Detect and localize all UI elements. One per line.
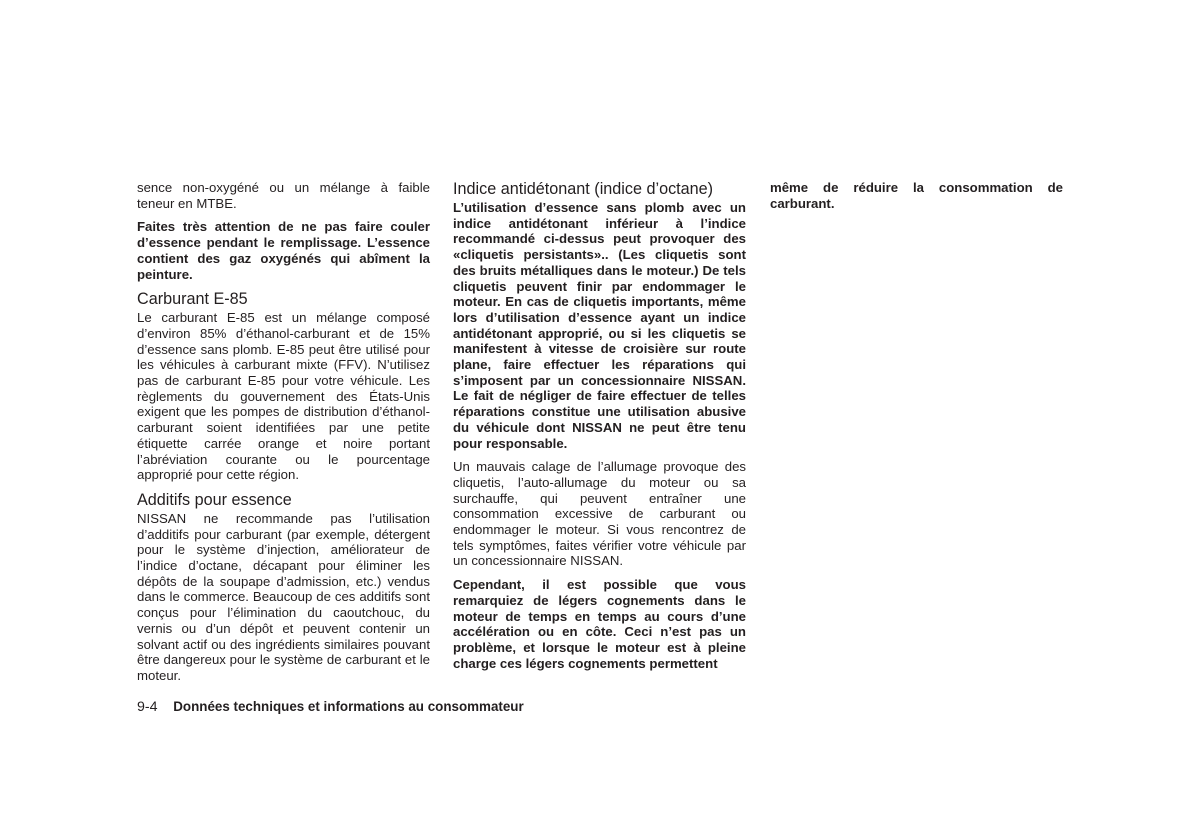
column-2 bbox=[453, 180, 746, 671]
knock-warning: L’utilisation d’essence sans plomb avec un indice antidétonant inférieur à l’indice recommandé ci-dessus peut provoquer des «cliquetis persistants».. (Les cliquetis sont des bruits métalliques dans le moteur.) De tels cliquetis peuvent finir par endommager le moteur. En cas de cliquetis importants, même lors d’utilisation d’essence ayant un indice antidétonant approprié, ou si les cliquetis se manifestent à vitesse de croisière sur route plane, faire effectuer les réparations qui s’imposent par un concessionnaire NISSAN. Le fait de négliger de faire effectuer de telles réparations constitue une utilisation abusive du véhicule dont NISSAN ne peut être tenu pour responsable. bbox=[453, 200, 746, 451]
paint-warning: Faites très attention de ne pas faire couler d’essence pendant le remplissage. L’essence contient des gaz oxygénés qui abîment la peinture. bbox=[137, 219, 430, 282]
page-number: 9-4 bbox=[137, 699, 158, 715]
paragraph-calage: Un mauvais calage de l’allumage provoque des cliquetis, l’auto-allumage du moteur ou sa surchauffe, qui peuvent entraîner une consommation excessive de carburant ou endommager le moteur. Si vous rencontrez de tels symptômes, faites vérifier votre véhicule par un concessionnaire NISSAN. bbox=[453, 459, 746, 569]
paragraph-additifs: NISSAN ne recommande pas l’utilisation d’additifs pour carburant (par exemple, détergent pour le système d’injection, améliorateur de l’indice d’octane, décapant pour éliminer les dépôts de la soupape d’admission, etc.) vendus dans le commerce. Beaucoup de ces additifs sont conçus pour l’élimination du caoutchouc, du vernis ou d’un dépôt et peuvent contenir un solvant actif ou des ingrédients similaires pouvant être dangereux pour le système de carburant et le moteur. bbox=[137, 510, 430, 683]
column-1 bbox=[137, 180, 430, 684]
light-knock-note-continued: même de réduire la consommation de carburant. bbox=[770, 180, 1063, 211]
column-3 bbox=[770, 180, 1063, 211]
paragraph-mtbe: sence non-oxygéné ou un mélange à faible teneur en MTBE. bbox=[137, 180, 430, 211]
light-knock-note: Cependant, il est possible que vous remarquiez de légers cognements dans le moteur de temps en temps au cours d’une accélération ou en côte. Ceci n’est pas un problème, et lorsque le moteur est à pleine charge ces légers cognements permettent bbox=[453, 577, 746, 671]
page-footer bbox=[137, 699, 524, 715]
heading-e85: Carburant E-85 bbox=[137, 290, 248, 309]
paragraph-e85: Le carburant E-85 est un mélange composé d’environ 85% d’éthanol-carburant et de 15% d’essence sans plomb. E-85 peut être utilisé pour les véhicules à carburant mixte (FFV). N’utilisez pas de carburant E-85 pour votre véhicule. Les règlements du gouvernement des États-Unis exigent que les pompes de distribution d’éthanol-carburant soient identifiées par une petite étiquette carrée orange et noire portant l’abréviation courante ou le pourcentage approprié pour cette région. bbox=[137, 310, 430, 483]
heading-octane: Indice antidétonant (indice d’octane) bbox=[453, 180, 714, 198]
footer-title: Données techniques et informations au consommateur bbox=[173, 699, 524, 714]
heading-additifs: Additifs pour essence bbox=[137, 490, 292, 509]
